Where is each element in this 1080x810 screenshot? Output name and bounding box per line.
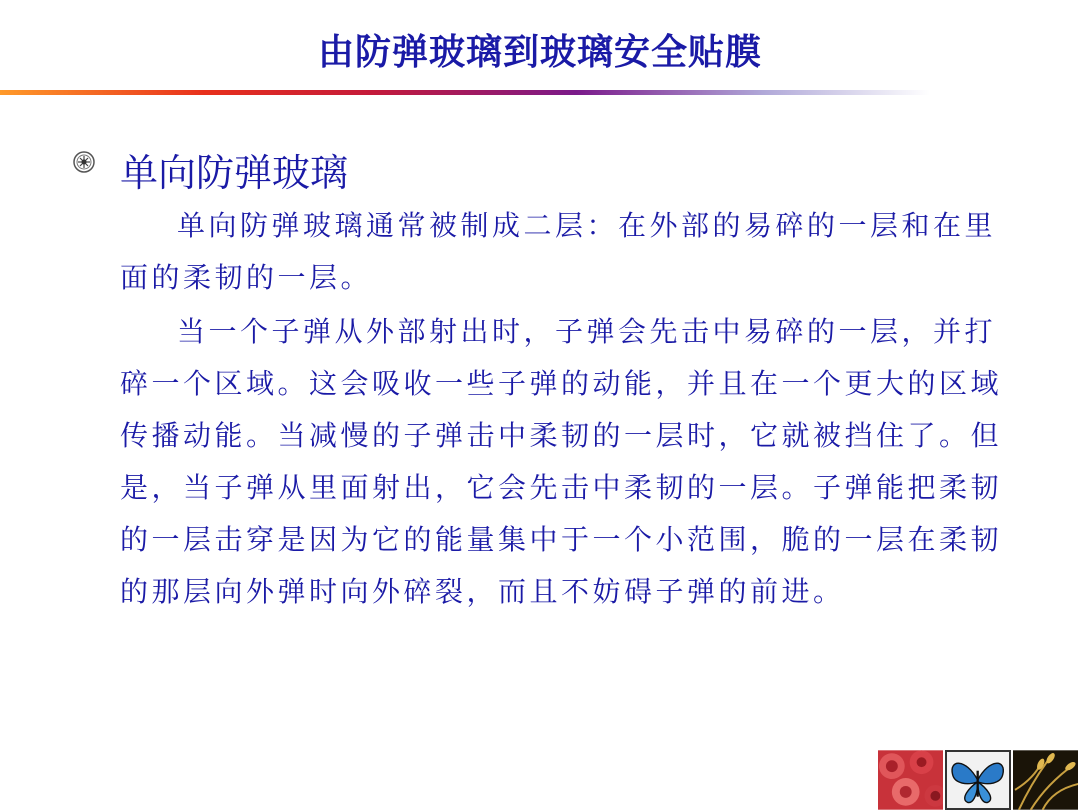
paragraph-1: 单向防弹玻璃通常被制成二层：在外部的易碎的一层和在里面的柔韧的一层。	[120, 209, 997, 294]
section-heading: 单向防弹玻璃	[120, 151, 349, 195]
decorative-thumbnails	[878, 750, 1080, 810]
body-text	[120, 200, 1010, 618]
wheat-thumbnail	[1013, 750, 1078, 810]
red-cells-thumbnail	[878, 750, 943, 810]
butterfly-thumbnail	[945, 750, 1010, 810]
slide-title: 由防弹玻璃到玻璃安全贴膜	[317, 31, 762, 73]
flower-bullet-icon	[72, 150, 96, 174]
paragraph-2: 当一个子弹从外部射出时，子弹会先击中易碎的一层，并打碎一个区域。这会吸收一些子弹的动能，并且在一个更大的区域传播动能。当减慢的子弹击中柔韧的一层时，它就被挡住了。但是，当子弹从里面射出，它会先击中柔韧的一层。子弹能把柔韧的一层击穿是因为它的能量集中于一个小范围，脆的一层在柔韧的那层向外弹时向外碎裂，而且不妨碍子弹的前进。	[120, 315, 1003, 608]
title-divider	[0, 90, 930, 95]
